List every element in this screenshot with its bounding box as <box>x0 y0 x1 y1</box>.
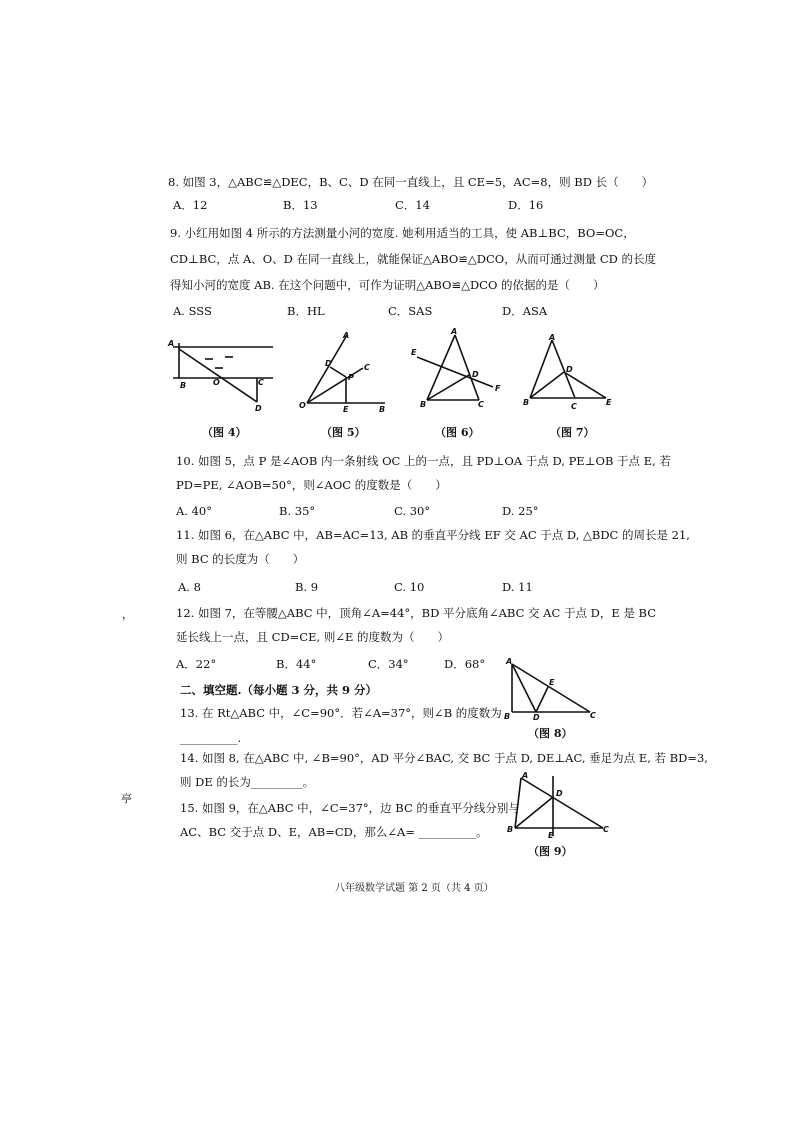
section-2-heading: 二、填空题.（每小题 3 分，共 9 分） <box>180 683 378 697</box>
q10-option-c: C. 30° <box>394 504 431 518</box>
q11-option-d: D. 11 <box>502 580 533 594</box>
fig8-label-c: C <box>590 711 596 720</box>
q10-line2: PD=PE, ∠AOB=50°，则∠AOC 的度数是（ ） <box>176 478 447 492</box>
fig4-label-o: O <box>213 378 220 387</box>
q11-line2: 则 BC 的长度为（ ） <box>176 552 305 566</box>
fig8-caption: （图 8） <box>528 727 573 740</box>
q11-line1: 11. 如图 6，在△ABC 中，AB=AC=13, AB 的垂直平分线 EF 交 AC 于点 D, △BDC 的周长是 21, <box>176 528 690 542</box>
fig9-label-d: D <box>556 789 563 798</box>
figure-8-diagram <box>500 652 610 724</box>
q13-line1: 13. 在 Rt△ABC 中，∠C=90°．若∠A=37°，则∠B 的度数为 <box>180 706 502 720</box>
fig6-label-f: F <box>495 384 501 393</box>
fig7-label-c: C <box>571 402 577 411</box>
q9-line1: 9. 小红用如图 4 所示的方法测量小河的宽度. 她利用适当的工具，使 AB⊥BC，BO=OC， <box>170 226 635 240</box>
fig4-label-b: B <box>180 381 187 390</box>
q11-option-a: A. 8 <box>178 580 201 594</box>
fig6-caption: （图 6） <box>435 426 480 439</box>
figure-6-diagram <box>405 325 505 415</box>
q8-option-b: B．13 <box>283 198 318 212</box>
fig4-caption: （图 4） <box>202 426 247 439</box>
fig8-label-b: B <box>504 712 511 721</box>
q8-option-c: C．14 <box>395 198 430 212</box>
fig6-label-e: E <box>411 348 417 357</box>
fig8-label-e: E <box>549 678 555 687</box>
q14-line1: 14. 如图 8, 在△ABC 中, ∠B=90°，AD 平分∠BAC, 交 BC 于点 D, DE⊥AC, 垂足为点 E, 若 BD=3, <box>180 751 708 765</box>
q12-line2: 延长线上一点，且 CD=CE, 则∠E 的度数为（ ） <box>176 630 449 644</box>
fig9-label-e: E <box>548 831 554 840</box>
q10-option-a: A. 40° <box>176 504 212 518</box>
q12-option-c: C．34° <box>368 657 409 671</box>
q10-option-b: B. 35° <box>279 504 316 518</box>
fig9-caption: （图 9） <box>528 845 573 858</box>
figure-9-diagram <box>505 770 615 838</box>
fig5-caption: （图 5） <box>321 426 366 439</box>
fig7-label-e: E <box>606 398 612 407</box>
fig4-label-a: A <box>168 339 175 348</box>
q12-option-d: D．68° <box>444 657 486 671</box>
figure-4-diagram <box>165 335 280 415</box>
q8-option-d: D．16 <box>508 198 544 212</box>
fig8-label-d: D <box>533 713 540 722</box>
q8-option-a: A．12 <box>173 198 208 212</box>
fig5-label-e: E <box>343 405 349 414</box>
q9-line2: CD⊥BC，点 A、O、D 在同一直线上，就能保证△ABO≌△DCO，从而可通过测量 CD 的长度 <box>170 252 657 266</box>
q9-option-d: D．ASA <box>502 304 548 318</box>
q11-option-c: C. 10 <box>394 580 425 594</box>
page-footer: 八年级数学试题 第 2 页（共 4 页） <box>335 883 494 894</box>
margin-seal-mark: 亭 <box>121 792 132 805</box>
q12-line1: 12. 如图 7，在等腰△ABC 中，顶角∠A=44°，BD 平分底角∠ABC 交 AC 于点 D，E 是 BC <box>176 606 656 620</box>
figure-5-diagram <box>297 330 392 415</box>
fig4-label-c: C <box>258 378 264 387</box>
figure-7-diagram <box>520 330 620 415</box>
fig5-label-b: B <box>379 405 386 414</box>
fig8-label-a: A <box>506 657 513 666</box>
fig7-label-b: B <box>523 398 530 407</box>
q12-option-a: A．22° <box>176 657 217 671</box>
fig6-label-b: B <box>420 400 427 409</box>
q9-line3: 得知小河的宽度 AB. 在这个问题中，可作为证明△ABO≌△DCO 的依据的是（ ） <box>170 278 605 292</box>
q14-line2: 则 DE 的长为_________。 <box>180 775 315 789</box>
fig9-label-a: A <box>522 771 529 780</box>
margin-comma-mark: ， <box>122 608 133 621</box>
q9-option-b: B．HL <box>287 304 325 318</box>
fig6-label-a: A <box>451 327 458 336</box>
fig6-label-c: C <box>478 400 484 409</box>
fig5-label-a: A <box>343 331 350 340</box>
fig9-label-b: B <box>507 825 514 834</box>
fig9-label-c: C <box>603 825 609 834</box>
fig6-label-d: D <box>472 370 479 379</box>
fig5-label-p: P <box>348 373 354 382</box>
q15-line1: 15. 如图 9，在△ABC 中，∠C=37°，边 BC 的垂直平分线分别与 <box>180 801 520 815</box>
q13-line2: __________. <box>180 731 242 745</box>
q10-option-d: D. 25° <box>502 504 539 518</box>
q9-option-a: A. SSS <box>173 304 212 318</box>
q8-stem: 8. 如图 3，△ABC≌△DEC，B、C、D 在同一直线上，且 CE=5，AC=8，则 BD 长（ ） <box>168 175 654 189</box>
fig5-label-o: O <box>299 401 306 410</box>
q9-option-c: C．SAS <box>388 304 433 318</box>
q10-line1: 10. 如图 5，点 P 是∠AOB 内一条射线 OC 上的一点，且 PD⊥OA 于点 D, PE⊥OB 于点 E, 若 <box>176 454 671 468</box>
q15-line2: AC、BC 交于点 D、E，AB=CD，那么∠A= __________。 <box>180 825 488 839</box>
fig5-label-d: D <box>325 359 332 368</box>
q11-option-b: B. 9 <box>295 580 319 594</box>
fig5-label-c: C <box>364 363 370 372</box>
fig7-label-d: D <box>566 365 573 374</box>
fig4-label-d: D <box>255 404 262 413</box>
q12-option-b: B．44° <box>276 657 317 671</box>
fig7-label-a: A <box>549 333 556 342</box>
fig7-caption: （图 7） <box>550 426 595 439</box>
